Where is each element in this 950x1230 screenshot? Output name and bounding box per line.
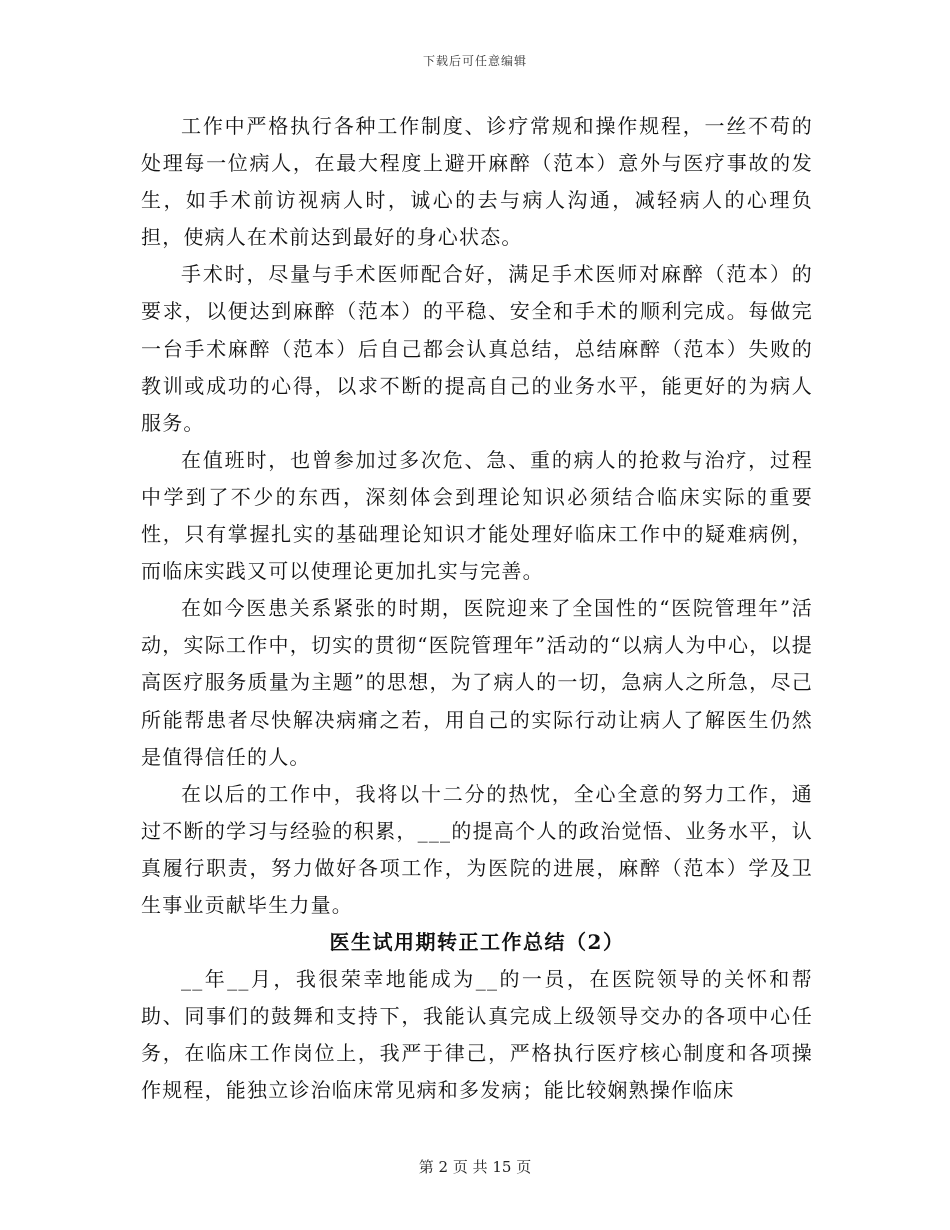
- page-number-footer: 第 2 页 共 15 页: [418, 1158, 532, 1176]
- paragraph-on-duty: 在值班时，也曾参加过多次危、急、重的病人的抢救与治疗，过程中学到了不少的东西，深刻体会到理论知识必须结合临床实际的重要性，只有掌握扎实的基础理论知识才能处理好临床工作中的疑难病例，而临床实践又可以使理论更加扎实与完善。: [141, 447, 813, 584]
- paragraph-future-work: 在以后的工作中，我将以十二分的热忱，全心全意的努力工作，通过不断的学习与经验的积累，___的提高个人的政治觉悟、业务水平，认真履行职责，努力做好各项工作，为医院的进展，麻醉（范本）学及卫生事业贡献毕生力量。: [141, 781, 813, 917]
- document-body: [141, 108, 813, 1110]
- paragraph-surgery-cooperation: 手术时，尽量与手术医师配合好，满足手术医师对麻醉（范本）的要求，以便达到麻醉（范本）的平稳、安全和手术的顺利完成。每做完一台手术麻醉（范本）后自己都会认真总结，总结麻醉（范本）失败的教训或成功的心得，以求不断的提高自己的业务水平，能更好的为病人服务。: [141, 262, 813, 435]
- paragraph-probation-summary: __年__月，我很荣幸地能成为__的一员，在医院领导的关怀和帮助、同事们的鼓舞和支持下，我能认真完成上级领导交办的各项中心任务，在临床工作岗位上，我严于律己，严格执行医疗核心制度和各项操作规程，能独立诊治临床常见病和多发病；能比较娴熟操作临床: [141, 967, 813, 1103]
- page-header-note: 下载后可任意编辑: [422, 54, 527, 68]
- paragraph-work-standards: 工作中严格执行各种工作制度、诊疗常规和操作规程，一丝不苟的处理每一位病人，在最大程度上避开麻醉（范本）意外与医疗事故的发生，如手术前访视病人时，诚心的去与病人沟通，减轻病人的心理负担，使病人在术前达到最好的身心状态。: [141, 114, 813, 250]
- section-title: 医生试用期转正工作总结（2）: [329, 930, 625, 955]
- paragraph-hospital-management-year: 在如今医患关系紧张的时期，医院迎来了全国性的“医院管理年”活动，实际工作中，切实的贯彻“医院管理年”活动的“以病人为中心，以提高医疗服务质量为主题”的思想，为了病人的一切，急病人之所急，尽己所能帮患者尽快解决病痛之若，用自己的实际行动让病人了解医生仍然是值得信任的人。: [141, 596, 813, 769]
